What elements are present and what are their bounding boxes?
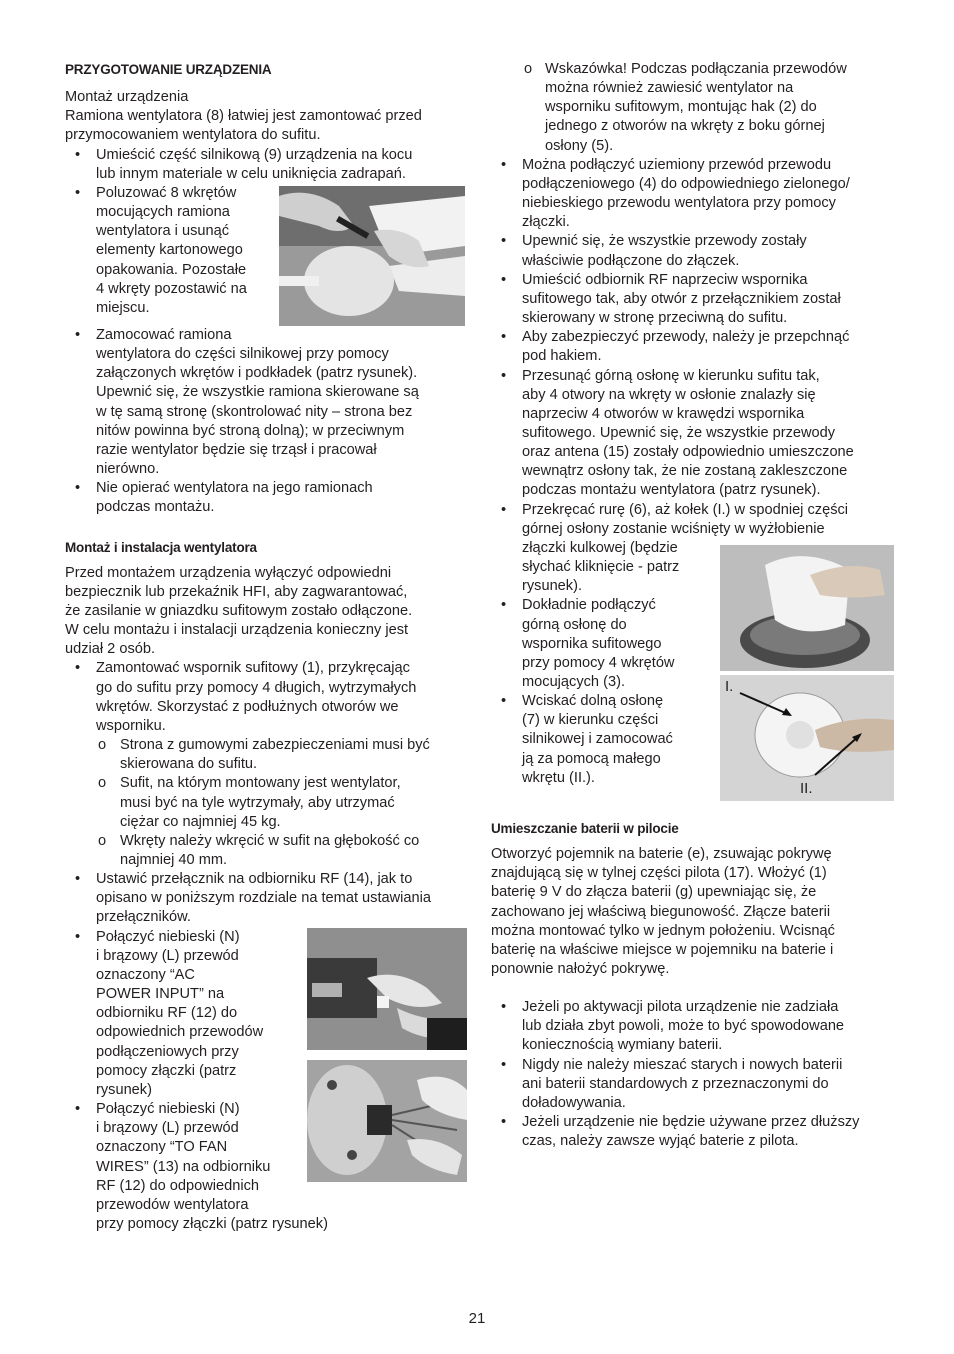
list-item: • Połączyć niebieski (N) i brązowy (L) przewód oznaczony “AC POWER INPUT” na odbiorniku RF (12) do odpowiednich przewodów podłączeniowych przy pomocy złączki (patrz rysunek) bbox=[65, 928, 465, 1100]
list-item: • Aby zabezpieczyć przewody, należy je przepchnąć pod hakiem. bbox=[501, 329, 850, 365]
section-heading-installation: Montaż i instalacja wentylatora bbox=[65, 539, 257, 555]
figure-label-II: II. bbox=[800, 779, 813, 797]
battery-paragraph: Otworzyć pojemnik na baterie (e), zsuwając pokrywę znajdującą się w tylnej części pilota (17). Włożyć (1) baterię 9 V do złącza baterii (g) upewniając się, że zachowano jej właściwą biegunowość. Złącze baterii można montować tylko w jednym położeniu. Wcisnąć baterię na właściwe miejsce w pojemniku na baterie i ponownie nałożyć pokrywę. bbox=[491, 846, 835, 977]
list-item: • Przesunąć górną osłonę w kierunku sufitu tak, aby 4 otwory na wkręty w osłonie znalazły się naprzeciw 4 otworów w krawędzi wspornika sufitowego. Upewnić się, że wszystkie przewody oraz antena (15) zostały odpowiednio umieszczone wewnątrz osłony tak, że nie zostaną zakleszczone podczas montażu wentylatora (patrz rysunek). bbox=[501, 367, 854, 499]
sub-list-item: o Sufit, na którym montowany jest wentylator, musi być na tyle wytrzymały, aby utrzymać ciężar co najmniej 45 kg. bbox=[98, 775, 401, 830]
list-item: • Zamocować ramiona wentylatora do części silnikowej przy pomocy załączonych wkrętów i podkładek (patrz rysunek). Upewnić się, że wszystkie ramiona skierowane są w tę samą stronę (skontrolować nity – strona bez nitów powinna być stroną dolną); w przeciwnym razie wentylator będzie się trząsł i pracował nierówno. bbox=[75, 326, 419, 478]
list-item: • Można podłączyć uziemiony przewód przewodu podłączeniowego (4) do odpowiedniego zielonego/ niebieskiego przewodu wentylatora przy pomocy złączki. bbox=[501, 156, 850, 231]
list-item: • Poluzować 8 wkrętów mocujących ramiona wentylatora i usunąć elementy kartonowego opakowania. Pozostałe 4 wkręty pozostawić na miejscu. bbox=[65, 184, 465, 318]
list-item: • Upewnić się, że wszystkie przewody zostały właściwie podłączone do złączek. bbox=[501, 233, 807, 269]
list-item: • Nigdy nie należy mieszać starych i nowych baterii ani baterii standardowych z przeznaczonymi do doładowywania. bbox=[501, 1056, 843, 1111]
list-item: • Dokładnie podłączyć górną osłonę do wspornika sufitowego przy pomocy 4 wkrętów mocujących (3). bbox=[501, 597, 675, 690]
list-item: • Ustawić przełącznik na odbiorniku RF (14), jak to opisano w poniższym rozdziale na temat ustawiania przełączników. bbox=[75, 871, 432, 926]
photo-ac-power-input bbox=[307, 928, 467, 1050]
list-item: • Jeżeli urządzenie nie będzie używane przez dłuższy czas, należy zawsze wyjąć baterie z pilota. bbox=[501, 1114, 860, 1150]
page-number: 21 bbox=[468, 1310, 486, 1327]
list-item: • Jeżeli po aktywacji pilota urządzenie nie zadziała lub działa zbyt powoli, może to być spowodowane koniecznością wymiany baterii. bbox=[501, 999, 845, 1054]
list-item: • Nie opierać wentylatora na jego ramionach podczas montażu. bbox=[75, 480, 373, 516]
list-item: • Zamontować wspornik sufitowy (1), przykręcając go do sufitu przy pomocy 4 długich, wytrzymałych wkrętów. Skorzystać z podłużnych otworów we wsporniku. bbox=[75, 660, 417, 734]
sub-list-item: o Wkręty należy wkręcić w sufit na głębokość co najmniej 40 mm. bbox=[98, 832, 420, 868]
subheading-assembly: Montaż urządzenia bbox=[65, 89, 189, 106]
right-column bbox=[491, 60, 891, 1151]
sub-list-item: o Wskazówka! Podczas podłączania przewodów można również zawiesić wentylator na wsporniku sufitowym, montując hak (2) do jednego z otworów na wkręty z boku górnej osłony (5). bbox=[524, 61, 847, 154]
intro-paragraph: Ramiona wentylatora (8) łatwiej jest zamontować przed przymocowaniem wentylatora do sufitu. bbox=[65, 108, 422, 144]
list-item: • Wciskać dolną osłonę (7) w kierunku części silnikowej i zamocować ją za pomocą małego wkrętu (II.). bbox=[501, 693, 673, 786]
photo-loosening-screws bbox=[279, 186, 465, 326]
installation-paragraph: Przed montażem urządzenia wyłączyć odpowiedni bezpiecznik lub przekaźnik HFI, aby zagwarantować, że zasilanie w gniazdku sufitowym zostało odłączone. W celu montażu i instalacji urządzenia konieczny jest udział 2 osób. bbox=[65, 564, 413, 658]
fan-arms-illustration bbox=[279, 186, 465, 326]
section-heading-preparation: PRZYGOTOWANIE URZĄDZENIA bbox=[65, 62, 272, 77]
list-item: • Połączyć niebieski (N) i brązowy (L) przewód oznaczony “TO FAN WIRES” (13) na odbiorniku RF (12) do odpowiednich przewodów wentylatora przy pomocy złączki (patrz rysunek) bbox=[75, 1101, 328, 1232]
sub-list-item: o Strona z gumowymi zabezpieczeniami musi być skierowana do sufitu. bbox=[98, 737, 430, 773]
list-item: • Przekręcać rurę (6), aż kołek (I.) w spodniej części górnej osłony zostanie wciśnięty w wyżłobienie I. II. złączki kulkowej (będzie słychać kliknięcie - patrz rysunek). bbox=[491, 501, 891, 597]
connector-illustration bbox=[307, 928, 467, 1050]
section-heading-battery: Umieszczanie baterii w pilocie bbox=[491, 820, 679, 836]
list-item: • Umieścić część silnikową (9) urządzenia na kocu lub innym materiale w celu uniknięcia zadrapań. bbox=[75, 146, 413, 182]
list-item: • Umieścić odbiornik RF naprzeciw wspornika sufitowego tak, aby otwór z przełącznikiem został skierowany w stronę przeciwną do sufitu. bbox=[501, 271, 841, 327]
left-column bbox=[65, 60, 465, 1234]
figure-label-I: I. bbox=[725, 677, 734, 695]
